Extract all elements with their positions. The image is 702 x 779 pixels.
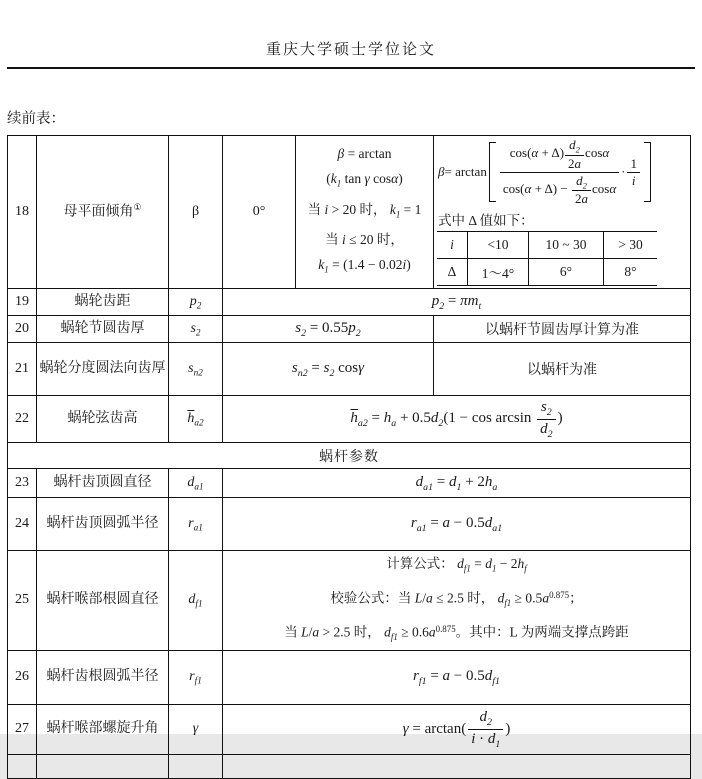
formula-cell: [223, 316, 434, 343]
parameter-name: [37, 754, 169, 778]
chordal-height-formula: $\overline{h}_{a2} = h_a + 0.5d_2(1 - \cos \arcsin$ $\frac{s_2}{d_2}$ ): [350, 398, 563, 440]
formula-cell: [223, 289, 691, 316]
section-header: 蜗杆参数: [8, 443, 691, 469]
parameter-name: 蜗杆齿顶圆弧半径: [37, 498, 169, 551]
table-row-23: [8, 469, 691, 498]
delta-range-1: <10: [468, 232, 529, 259]
table-row-24: [8, 498, 691, 551]
delta-range-3: > 30: [604, 232, 658, 259]
formula-line: 当 i > 20 时， $k_1 = 1$: [307, 201, 422, 220]
parameter-symbol: $r_{a1}$: [169, 498, 223, 551]
formula-cell: [223, 650, 691, 704]
delta-table-value-row: [437, 259, 657, 286]
parameter-name: 蜗杆齿根圆弧半径: [37, 650, 169, 704]
formula-line: β = arctan: [337, 146, 392, 162]
formula-cell: [223, 396, 691, 443]
tip-diameter-formula: $d_{a1} = d_1 + 2h_a$: [415, 473, 498, 493]
row-number: 25: [8, 551, 37, 651]
pitch-formula: $p_2 = \pi m_t$: [431, 292, 482, 312]
delta-value-1: 1～4°: [468, 259, 529, 286]
formula-cell: [223, 704, 691, 754]
table-row-25: [8, 551, 691, 651]
row-number: 21: [8, 343, 37, 396]
delta-caption: 式中 Δ 值如下：: [438, 213, 534, 228]
row-number: 20: [8, 316, 37, 343]
parameter-name: 蜗杆齿顶圆直径: [37, 469, 169, 498]
parameter-symbol: $s_{n2}$: [169, 343, 223, 396]
beta-arctan-formula: β = arctan cos(α + Δ) $\frac{d_2}{2a}$ cosα cos(α + Δ) − $\frac{d_2}{2a}$ cosα · $\frac{1}{i}$: [434, 138, 690, 206]
formula-cell: [223, 498, 691, 551]
parameter-name: 蜗轮分度圆法向齿厚: [37, 343, 169, 396]
table-row-27: [8, 704, 691, 754]
parameter-symbol: β: [169, 136, 223, 289]
normal-thickness-formula: $s_{n2} = s_2$ cosγ: [291, 359, 365, 379]
row-number: 27: [8, 704, 37, 754]
formula-cell: [223, 469, 691, 498]
table-row-26: [8, 650, 691, 704]
page-title: 重庆大学硕士学位论文: [265, 42, 436, 58]
parameter-name-text: 母平面倾角: [63, 204, 134, 220]
parameter-name: [37, 136, 169, 289]
tip-arc-radius-formula: $r_{a1} = a - 0.5d_{a1}$: [410, 514, 503, 534]
section-header-row: [8, 443, 691, 469]
parameter-symbol: $d_{f1}$: [169, 551, 223, 651]
table-row-20: [8, 316, 691, 343]
formula-line: $k_1 = (1.4 - 0.02i)$: [318, 257, 411, 275]
table-row-22: [8, 396, 691, 443]
remark-cell: 以蜗杆为准: [434, 343, 691, 396]
table-row-19: [8, 289, 691, 316]
header-rule: [7, 67, 695, 69]
row-number: 22: [8, 396, 37, 443]
table-row-18: [8, 136, 691, 289]
parameter-symbol: γ: [169, 704, 223, 754]
parameter-name: 蜗轮弦齿高: [37, 396, 169, 443]
lead-angle-formula: γ = arctan( $\frac{d_2}{i \cdot d_1}$ ): [402, 708, 511, 750]
continuation-label: 续前表：: [7, 111, 65, 127]
row-number: 23: [8, 469, 37, 498]
beta-main-formula-cell: [434, 136, 691, 289]
parameter-symbol: $s_2$: [169, 316, 223, 343]
table-row-21: [8, 343, 691, 396]
row-number: 24: [8, 498, 37, 551]
delta-value-2: 6°: [529, 259, 604, 286]
formula-line: 校验公式：当 L/a ≤ 2.5 时， $d_{f1} \ge 0.5a^{0.875}$；: [330, 589, 583, 608]
formula-cell: [223, 343, 434, 396]
row-number: 26: [8, 650, 37, 704]
formula-line: ($k_1$ tan γ cosα): [326, 171, 403, 189]
parameter-symbol: $p_2$: [169, 289, 223, 316]
delta-range-2: 10 ~ 30: [529, 232, 604, 259]
parameter-table: [7, 135, 691, 779]
row-number: 18: [8, 136, 37, 289]
delta-table-header-row: [437, 232, 657, 259]
beta-condition-cell: [296, 136, 434, 289]
footnote-mark: ①: [133, 201, 142, 212]
parameter-name: 蜗轮齿距: [37, 289, 169, 316]
formula-cell: [223, 754, 691, 778]
delta-value-3: 8°: [604, 259, 658, 286]
formula-line: 当 L/a > 2.5 时， $d_{f1} \ge 0.6a^{0.875}$。其中：L 为两端支撑点跨距: [284, 623, 629, 642]
parameter-name: 蜗杆喉部螺旋升角: [37, 704, 169, 754]
delta-value-table: [437, 231, 657, 286]
parameter-name: 蜗杆喉部根圆直径: [37, 551, 169, 651]
delta-header-i: i: [437, 232, 468, 259]
tooth-thickness-formula: $s_2 = 0.55p_2$: [295, 319, 361, 339]
formula-line: 当 i ≤ 20 时，: [325, 232, 404, 248]
parameter-symbol: [169, 754, 223, 778]
parameter-name: 蜗轮节圆齿厚: [37, 316, 169, 343]
parameter-symbol: $\overline{h}_{a2}$: [169, 396, 223, 443]
beta-default-value: 0°: [223, 136, 296, 289]
row-number: [8, 754, 37, 778]
delta-label: Δ: [437, 259, 468, 286]
row-number: 19: [8, 289, 37, 316]
root-arc-radius-formula: $r_{f1} = a - 0.5d_{f1}$: [413, 667, 500, 687]
root-diameter-cell: [223, 551, 691, 651]
remark-cell: 以蜗杆节圆齿厚计算为准: [434, 316, 691, 343]
formula-line: 计算公式： $d_{f1} = d_1 - 2h_f$: [386, 556, 527, 574]
table-row-partial: [8, 754, 691, 778]
parameter-symbol: $r_{f1}$: [169, 650, 223, 704]
parameter-symbol: $d_{a1}$: [169, 469, 223, 498]
